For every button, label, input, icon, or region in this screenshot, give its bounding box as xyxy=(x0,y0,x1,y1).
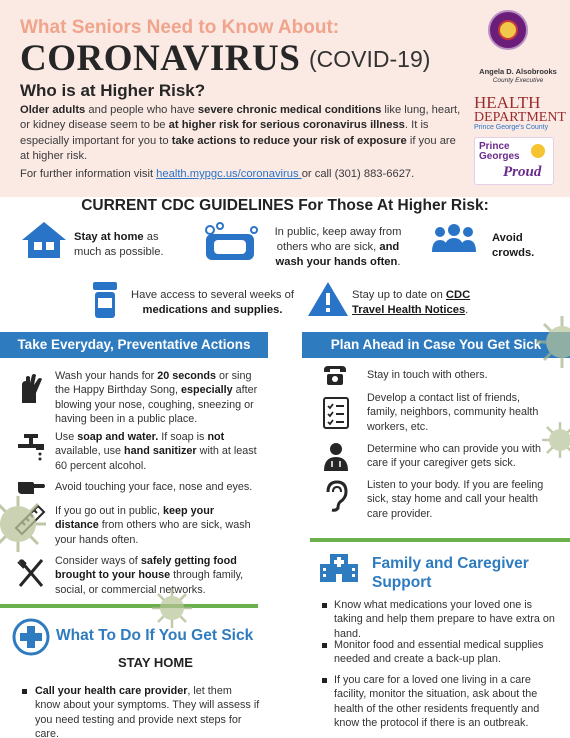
health-department-subtitle: Prince George's County xyxy=(474,124,549,131)
faucet-icon xyxy=(16,432,46,462)
cdc-travel-link[interactable]: CDC Travel Health Notices xyxy=(352,289,471,316)
virus-icon xyxy=(0,492,50,556)
header-kicker: What Seniors Need to Know About: xyxy=(20,17,340,38)
plan-stay-in-touch: Stay in touch with others. xyxy=(367,369,488,381)
checklist-icon xyxy=(322,396,350,430)
if-sick-heading: What To Do If You Get Sick xyxy=(56,627,254,644)
people-icon xyxy=(430,224,478,254)
intro-paragraph: Older adults and people who have severe chronic medical conditions like lung, heart, or kidney disease seem to be at higher risk for serious coronavirus illness. It is especially important for you to take actions to reduce your risk of exposure if you are at higher risk. xyxy=(20,104,461,163)
soap-icon xyxy=(200,222,262,264)
plan-ahead-heading: Plan Ahead in Case You Get Sick xyxy=(302,332,570,358)
cdc-guidelines-heading: CURRENT CDC GUIDELINES For Those At Higher Risk: xyxy=(81,197,489,214)
plan-determine-caregiver: Determine who can provide you with care if your caregiver gets sick. xyxy=(367,443,542,470)
page-title: CORONAVIRUS xyxy=(20,38,301,79)
green-divider-right xyxy=(310,538,570,542)
phone-icon xyxy=(322,364,348,386)
guideline-avoid-crowds: Avoid crowds. xyxy=(492,232,535,259)
green-divider-left xyxy=(0,604,258,608)
warning-icon xyxy=(306,280,350,318)
prince-georges-proud-logo: Prince Georges Proud xyxy=(474,137,554,185)
plan-listen-body: Listen to your body. If you are feeling sick, stay home and call your health care provider. xyxy=(367,479,544,520)
medical-cross-icon xyxy=(12,618,50,656)
family-know-medications: Know what medications your loved one is taking and help them prepare to have extra on hand. xyxy=(334,599,555,640)
sick-call-provider: Call your health care provider, let them know about your symptoms. They will assess if you need testing and provide next steps for care. xyxy=(35,685,260,738)
exec-name: Angela D. Alsobrooks xyxy=(479,67,557,76)
preventative-actions-heading: Take Everyday, Preventative Actions xyxy=(0,332,268,358)
risk-heading: Who is at Higher Risk? xyxy=(20,81,206,100)
guideline-travel-notices: Stay up to date on CDC Travel Health Notices. xyxy=(352,289,471,316)
guideline-stay-home: Stay at home as much as possible. xyxy=(74,231,164,258)
guideline-keep-away: In public, keep away from others who are sick, and wash your hands often. xyxy=(274,226,402,268)
virus-icon xyxy=(534,314,570,370)
action-food-delivery: Consider ways of safely getting food brought to your house through family, social, or commercial networks. xyxy=(55,555,244,596)
action-keep-distance: If you go out in public, keep your distance from others who are sick, wash your hands often. xyxy=(55,505,251,546)
health-department-logo: HEALTH DEPARTMENT xyxy=(474,93,566,125)
plan-contact-list: Develop a contact list of friends, family, neighbors, community health workers, etc. xyxy=(367,392,539,433)
bullet xyxy=(322,603,327,608)
family-care-facility: If you care for a loved one living in a care facility, monitor the situation, ask about the health of the other residents frequently and know the protocol if there is an outbreak. xyxy=(334,674,540,729)
further-info: For further information visit health.mypgc.us/coronavirus or call (301) 883-6627. xyxy=(20,168,415,180)
hospital-icon xyxy=(318,552,360,584)
virus-icon xyxy=(540,420,570,460)
pill-bottle-icon xyxy=(90,280,120,320)
bullet xyxy=(322,643,327,648)
ear-icon xyxy=(324,480,348,512)
exec-title: County Executive xyxy=(492,77,544,84)
family-caregiver-heading: Family and Caregiver Support xyxy=(372,555,529,592)
utensils-icon xyxy=(16,558,46,588)
handwash-icon xyxy=(18,373,46,405)
page-title-sub: (COVID-19) xyxy=(309,46,431,72)
county-seal xyxy=(488,10,528,50)
action-wash-hands: Wash your hands for 20 seconds or sing the Happy Birthday Song, especially after blowing your nose, coughing, sneezing or having been in a public place. xyxy=(55,370,258,425)
bullet xyxy=(322,678,327,683)
action-soap-water: Use soap and water. If soap is not available, use hand sanitizer with at least 60 percent alcohol. xyxy=(55,431,257,472)
caregiver-icon xyxy=(322,441,350,471)
stay-home-label: STAY HOME xyxy=(118,655,193,670)
family-monitor-food: Monitor food and essential medical supplies needed and create a back-up plan. xyxy=(334,639,544,666)
house-icon xyxy=(20,220,68,260)
guideline-medications: Have access to several weeks of medications and supplies. xyxy=(131,289,294,316)
action-avoid-touching: Avoid touching your face, nose and eyes. xyxy=(55,481,253,493)
bullet xyxy=(22,689,27,694)
coronavirus-link[interactable]: health.mypgc.us/coronavirus xyxy=(156,168,302,180)
virus-icon xyxy=(150,586,194,630)
